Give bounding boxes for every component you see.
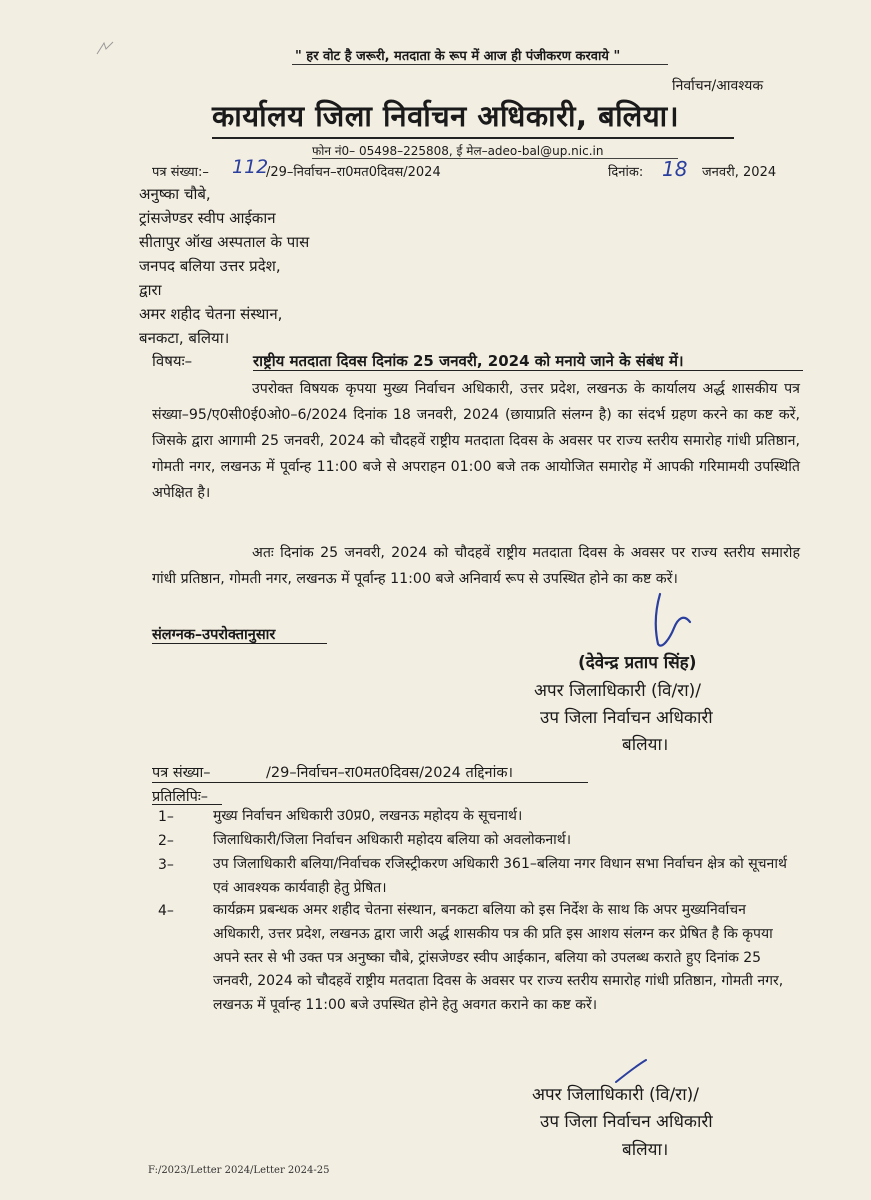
body-paragraph: उपरोक्त विषयक कृपया मुख्य निर्वाचन अधिकारी, उत्तर प्रदेश, लखनऊ के कार्यालय अर्द्ध शासकीय पत्र संख्या–95/ए0सी0ई0ओ0–6/2024 दिनांक 18 जनवरी, 2024 (छायाप्रति संलग्न है) का संदर्भ ग्रहण करने का कष्ट करें, जिसके द्वारा आगामी 25 जनवरी, 2024 को चौदहवें राष्ट्रीय मतदाता दिवस के अवसर पर राज्य स्तरीय समारोह गांधी प्रतिष्ठान, गोमती नगर, लखनऊ में पूर्वान्ह 11:00 बजे से अपराहन 01:00 बजे तक आयोजित समारोह में आपकी गरिमामयी उपस्थिति अपेक्षित है।: [152, 381, 800, 501]
letter-ref-prefix: पत्र संख्या:–: [152, 165, 209, 180]
addressee-line: जनपद बलिया उत्तर प्रदेश,: [139, 257, 281, 275]
copy-item-text: कार्यक्रम प्रबन्धक अमर शहीद चेतना संस्थान, बनकटा बलिया को इस निर्देश के साथ कि अपर मुख्यनिर्वाचन अधिकारी, उत्तर प्रदेश, लखनऊ द्वारा जारी अर्द्ध शासकीय पत्र की प्रति इस आशय संलग्न कर प्रेषित है कि कृपया अपने स्तर से भी उक्त पत्र अनुष्का चौबे, ट्रांसजेण्डर स्वीप आईकान, बलिया को उपलब्ध कराते हुए दिनांक 25 जनवरी, 2024 को चौदहवें राष्ट्रीय मतदाता दिवस के अवसर पर राज्य स्तरीय समारोह गांधी प्रतिष्ठान, गोमती नगर, लखनऊ में पूर्वान्ह 11:00 बजे उपस्थित होने हेतु अवगत कराने का कष्ट करें।: [213, 902, 784, 1014]
contact-underline: [312, 158, 678, 159]
footer-file-path: F:/2023/Letter 2024/Letter 2024-25: [148, 1165, 330, 1176]
scan-mark-icon: [95, 40, 115, 56]
signature-icon: [640, 588, 700, 658]
signatory-designation: उप जिला निर्वाचन अधिकारी: [540, 708, 713, 728]
copy-item-number: 3–: [158, 857, 174, 873]
copy-item-text: उप जिलाधिकारी बलिया/निर्वाचक रजिस्ट्रीकरण अधिकारी 361–बलिया नगर विधान सभा निर्वाचन क्षेत्र को सूचनार्थ एवं आवश्यक कार्यवाही हेतु प्रेषित।: [213, 856, 787, 896]
copy-signatory-designation: अपर जिलाधिकारी (वि/रा)/: [532, 1085, 699, 1105]
copy-item-text: मुख्य निर्वाचन अधिकारी उ0प्र0, लखनऊ महोदय के सूचनार्थ।: [213, 808, 523, 824]
copy-item-number: 1–: [158, 809, 174, 825]
letter-ref-number-handwritten: 112: [232, 156, 269, 178]
slogan-underline: [292, 64, 668, 65]
slogan: " हर वोट है जरूरी, मतदाता के रूप में आज ही पंजीकरण करवाये ": [295, 49, 621, 64]
addressee-line: अमर शहीद चेतना संस्थान,: [139, 305, 283, 323]
addressee-line: द्वारा: [139, 281, 162, 299]
subject-label: विषयः–: [152, 352, 193, 370]
title-underline: [212, 137, 734, 139]
date-label: दिनांक:: [608, 165, 644, 180]
copy-signatory-place: बलिया।: [622, 1140, 669, 1160]
subject-underline: [253, 370, 803, 371]
enclosure-note: संलग्नक–उपरोक्तानुसार: [152, 627, 276, 643]
contact-info: फोन नं0– 05498–225808, ई मेल–adeo-bal@up.nic.in: [312, 144, 604, 158]
date-day-handwritten: 18: [662, 157, 688, 181]
office-title: कार्यालय जिला निर्वाचन अधिकारी, बलिया।: [212, 99, 680, 133]
date-month-year: जनवरी, 2024: [702, 165, 777, 180]
body-paragraph: अतः दिनांक 25 जनवरी, 2024 को चौदहवें राष्ट्रीय मतदाता दिवस के अवसर पर राज्य स्तरीय समारोह गांधी प्रतिष्ठान, गोमती नगर, लखनऊ में पूर्वान्ह 11:00 बजे अनिवार्य रूप से उपस्थित होने का कष्ट करें।: [152, 545, 800, 587]
copy-ref-underline: [152, 782, 588, 783]
subject-text: राष्ट्रीय मतदाता दिवस दिनांक 25 जनवरी, 2024 को मनाये जाने के संबंध में।: [253, 352, 684, 370]
addressee-line: ट्रांसजेण्डर स्वीप आईकान: [139, 209, 276, 227]
copy-ref-suffix: /29–निर्वाचन–रा0मत0दिवस/2024 तद्दिनांक।: [266, 765, 513, 781]
addressee-line: सीतापुर ऑख अस्पताल के पास: [139, 233, 310, 251]
copy-label: प्रतिलिपिः–: [152, 789, 209, 805]
copy-item-number: 2–: [158, 833, 174, 849]
addressee-line: बनकटा, बलिया।: [139, 329, 230, 347]
letter-ref-suffix: /29–निर्वाचन–रा0मत0दिवस/2024: [266, 165, 441, 180]
copy-item-text: जिलाधिकारी/जिला निर्वाचन अधिकारी महोदय बलिया को अवलोकनार्थ।: [213, 832, 571, 848]
enclosure-underline: [152, 643, 327, 644]
signatory-designation: अपर जिलाधिकारी (वि/रा)/: [534, 681, 701, 701]
copy-item-number: 4–: [158, 903, 174, 919]
department-tag: निर्वाचन/आवश्यक: [672, 78, 764, 94]
copy-ref-prefix: पत्र संख्या–: [152, 765, 211, 781]
copy-signatory-designation: उप जिला निर्वाचन अधिकारी: [540, 1112, 713, 1132]
signatory-name: (देवेन्द्र प्रताप सिंह): [578, 653, 697, 673]
addressee-line: अनुष्का चौबे,: [139, 185, 211, 203]
copy-label-underline: [152, 804, 222, 805]
signatory-place: बलिया।: [622, 735, 669, 755]
